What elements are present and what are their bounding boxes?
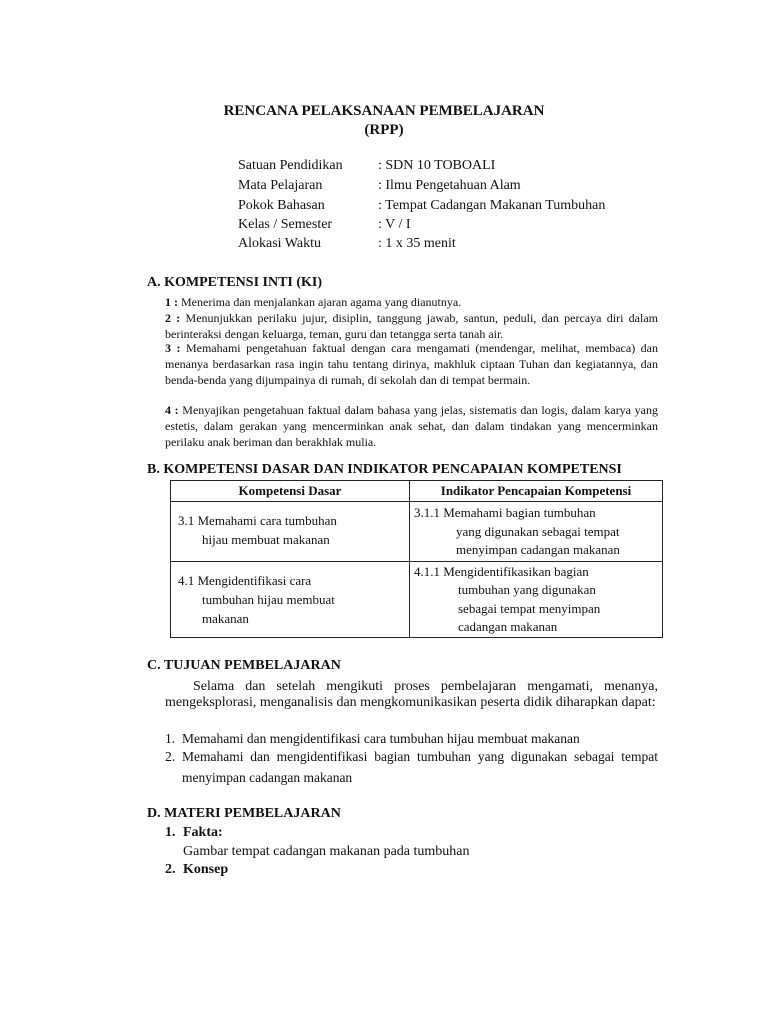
- ki-item: [165, 402, 658, 450]
- identity-row-mapel: [238, 178, 521, 194]
- identity-label: Alokasi Waktu: [238, 236, 321, 251]
- identity-label: Kelas / Semester: [238, 217, 333, 232]
- materi-label: Fakta:: [183, 825, 223, 840]
- table-column-divider: [409, 481, 410, 637]
- materi-number: 1.: [165, 825, 176, 840]
- table-cell-indikator: yang digunakan sebagai tempat: [456, 524, 620, 539]
- tujuan-text: Memahami dan mengidentifikasi cara tumbuhan hijau membuat makanan: [182, 731, 580, 746]
- tujuan-intro: Selama dan setelah mengikuti proses pembelajaran mengamati, menanya, mengeksplorasi, menganalisis dan mengkomunikasikan peserta didik diharapkan dapat:: [165, 679, 658, 710]
- identity-row-pokok: [238, 198, 605, 214]
- ki-text: Memahami pengetahuan faktual dengan cara mengamati (mendengar, melihat, membaca) dan menanya berdasarkan rasa ingin tahu tentang dirinya, makhluk ciptaan Tuhan dan kegiatannya, dan benda-benda yang dijumpainya di rumah, di sekolah dan di tempat bermain.: [165, 341, 658, 387]
- table-header-kd: Kompetensi Dasar: [238, 483, 342, 498]
- section-a-heading: A. KOMPETENSI INTI (KI): [147, 275, 323, 290]
- identity-row-alokasi: [238, 236, 456, 252]
- ki-number: 2 :: [165, 311, 181, 325]
- identity-label: Mata Pelajaran: [238, 178, 323, 193]
- table-cell-kd: tumbuhan hijau membuat: [202, 592, 335, 607]
- identity-label: Satuan Pendidikan: [238, 158, 343, 173]
- table-cell-indikator: menyimpan cadangan makanan: [456, 542, 620, 557]
- materi-number: 2.: [165, 862, 176, 877]
- identity-row-satuan: [238, 158, 495, 174]
- kd-table: [170, 480, 663, 638]
- table-cell-kd: 3.1 Memahami cara tumbuhan: [178, 513, 337, 528]
- identity-value: : 1 x 35 menit: [378, 236, 456, 251]
- ki-text: Menerima dan menjalankan ajaran agama yang dianutnya.: [178, 295, 462, 309]
- section-b-heading: B. KOMPETENSI DASAR DAN INDIKATOR PENCAPAIAN KOMPETENSI: [147, 462, 622, 477]
- materi-item-konsep: [165, 862, 228, 878]
- identity-row-kelas: [238, 217, 411, 233]
- table-cell-indikator: cadangan makanan: [458, 619, 558, 634]
- ki-item: [165, 340, 658, 388]
- document-title: RENCANA PELAKSANAAN PEMBELAJARAN: [223, 103, 545, 119]
- table-header-indikator: Indikator Pencapaian Kompetensi: [440, 483, 632, 498]
- identity-label: Pokok Bahasan: [238, 198, 325, 213]
- ki-number: 3 :: [165, 341, 181, 355]
- section-d-heading: D. MATERI PEMBELAJARAN: [147, 806, 341, 821]
- table-cell-indikator: 3.1.1 Memahami bagian tumbuhan: [414, 505, 596, 520]
- identity-value: : V / I: [378, 217, 411, 232]
- ki-text: Menyajikan pengetahuan faktual dalam bahasa yang jelas, sistematis dan logis, dalam karya yang estetis, dalam gerakan yang mencerminkan anak sehat, dan dalam tindakan yang mencerminkan perilaku anak beriman dan berakhlak mulia.: [165, 403, 658, 449]
- tujuan-number: 1.: [165, 731, 176, 746]
- identity-value: : Ilmu Pengetahuan Alam: [378, 178, 521, 193]
- table-cell-indikator: 4.1.1 Mengidentifikasikan bagian: [414, 564, 589, 579]
- table-cell-indikator: tumbuhan yang digunakan: [458, 582, 596, 597]
- document-subtitle: (RPP): [364, 122, 404, 138]
- identity-value: : SDN 10 TOBOALI: [378, 158, 496, 173]
- table-cell-kd: hijau membuat makanan: [202, 532, 330, 547]
- ki-item: [165, 310, 658, 342]
- table-cell-indikator: sebagai tempat menyimpan: [458, 601, 601, 616]
- materi-label: Konsep: [183, 862, 229, 877]
- section-c-heading: C. TUJUAN PEMBELAJARAN: [147, 658, 341, 673]
- ki-number: 1 :: [165, 295, 178, 309]
- tujuan-item: [165, 746, 658, 790]
- identity-value: : Tempat Cadangan Makanan Tumbuhan: [378, 198, 606, 213]
- table-cell-kd: makanan: [202, 611, 249, 626]
- table-cell-kd: 4.1 Mengidentifikasi cara: [178, 573, 312, 588]
- ki-text: Menunjukkan perilaku jujur, disiplin, tanggung jawab, santun, peduli, dan percaya diri dalam berinteraksi dengan keluarga, teman, guru dan tetangga serta tanah air.: [165, 311, 658, 341]
- table-row-divider: [171, 501, 662, 502]
- materi-item-fakta: [165, 825, 223, 841]
- materi-body: Gambar tempat cadangan makanan pada tumbuhan: [183, 844, 470, 859]
- tujuan-text: Memahami dan mengidentifikasi bagian tumbuhan yang digunakan sebagai tempat menyimpan cadangan makanan: [182, 749, 658, 785]
- tujuan-number: 2.: [165, 749, 176, 764]
- ki-item: [165, 294, 658, 310]
- ki-number: 4 :: [165, 403, 179, 417]
